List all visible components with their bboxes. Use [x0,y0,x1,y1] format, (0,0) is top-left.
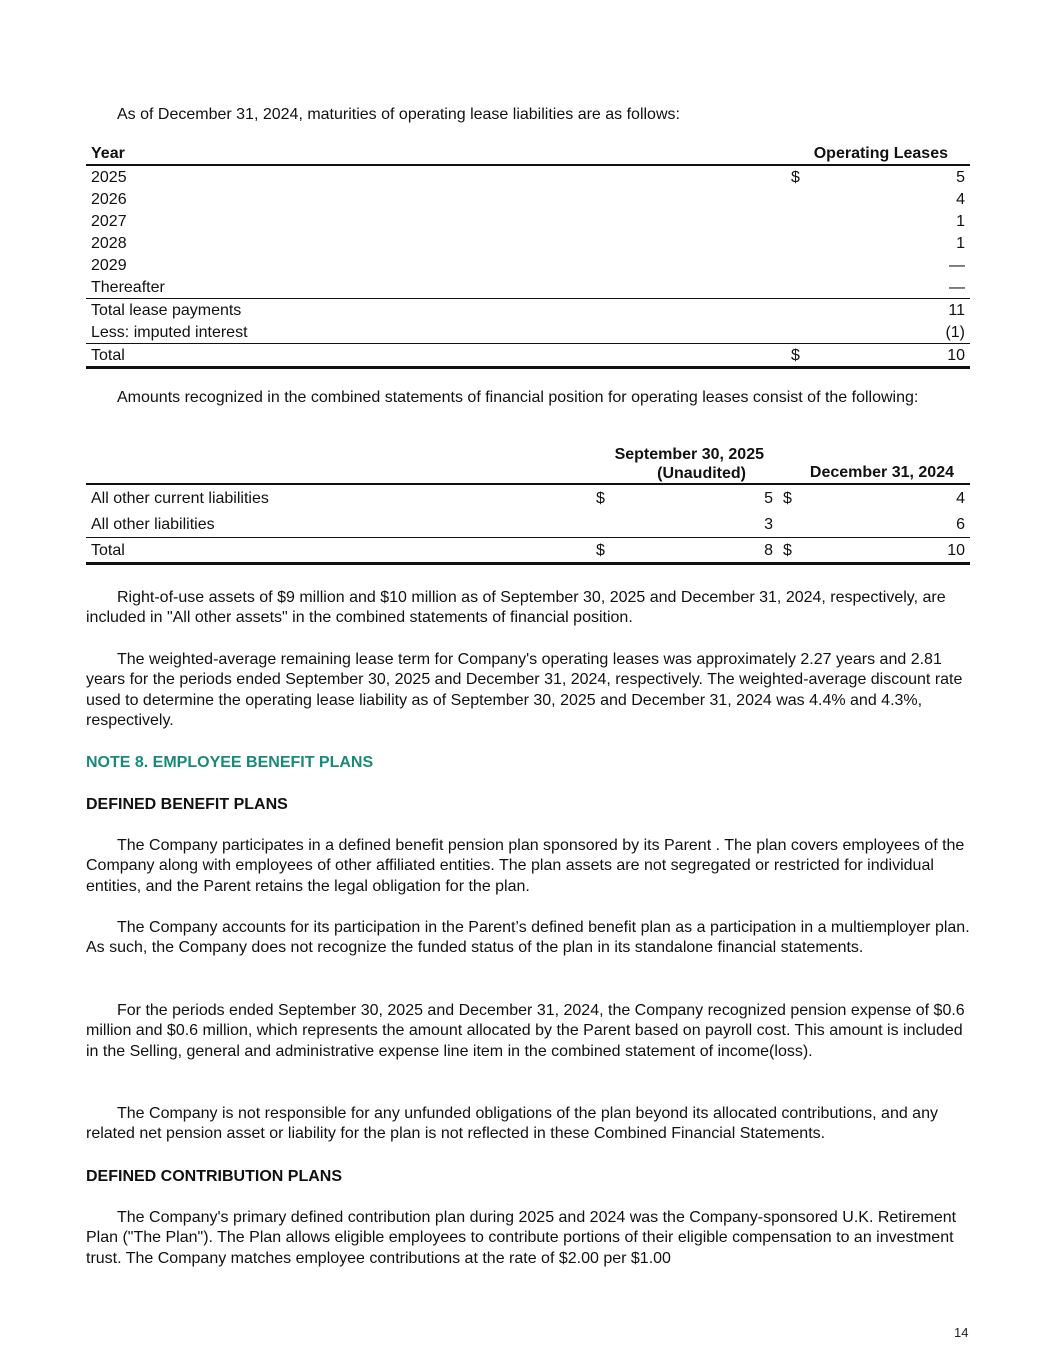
table-row: All other current liabilities $ 5 $ 4 [86,484,970,511]
dec-2024-header: December 31, 2024 [809,464,954,481]
maturities-table [86,142,970,369]
lease-term-paragraph: The weighted-average remaining lease term for Company's operating leases was approximately 2.27 years and 2.81 years for the periods ended September 30, 2025 and December 31, 2024, respectively. The weighted-average discount rate used to determine the operating lease liability as of September 30, 2025 and December 31, 2024 was 4.4% and 4.3%, respectively. [86,651,963,730]
table-header-row [86,445,970,484]
operating-leases-header: Operating Leases [813,144,948,162]
db-paragraph-1: The Company participates in a defined benefit pension plan sponsored by its Parent . The plan covers employees of the Company along with employees of other affiliated entities. The plan assets are not segregated or restricted for individual entities, and the Parent retains the legal obligation for the plan. [86,837,965,895]
defined-contribution-heading: DEFINED CONTRIBUTION PLANS [86,1168,342,1185]
defined-benefit-heading: DEFINED BENEFIT PLANS [86,796,288,813]
maturities-intro: As of December 31, 2024, maturities of operating lease liabilities are as follows: [117,106,680,123]
table-row: Less: imputed interest (1) [91,323,965,341]
table-row-subtotal: Total lease payments 11 [86,299,970,322]
year-header: Year [91,144,125,162]
dc-paragraph-1: The Company's primary defined contribution plan during 2025 and 2024 was the Company-sponsored U.K. Retirement Plan ("The Plan"). The Plan allows eligible employees to contribute portions of their eligible compensation to an investment trust. The Company matches employee contributions at the rate of $2.00 per $1.00 [86,1209,957,1267]
sep-2025-header: September 30, 2025 (Unaudited) [614,446,764,482]
table-row-total: Total $ 8 $ 10 [86,538,970,564]
table-row: Thereafter — [91,278,965,296]
financial-position-table [86,445,970,565]
table-row: 2025 $ 5 [86,165,970,188]
db-paragraph-2: The Company accounts for its participation in the Parent’s defined benefit plan as a participation in a multiemployer plan. As such, the Company does not recognize the funded status of the plan in its standalone financial statements. [86,919,970,957]
db-paragraph-3: For the periods ended September 30, 2025 and December 31, 2024, the Company recognized pension expense of $0.6 million and $0.6 million, which represents the amount allocated by the Parent based on payroll cost. This amount is included in the Selling, general and administrative expense line item in the combined statement of income(loss). [86,1002,965,1060]
page-number: 14 [954,1325,969,1340]
table-row: All other liabilities 3 6 [91,515,965,533]
table-row: 2028 1 [91,234,965,252]
position-intro: Amounts recognized in the combined statements of financial position for operating leases consist of the following: [117,389,919,406]
table-row: 2029 — [91,256,965,274]
table-header-row [86,142,970,165]
table-row-total: Total $ 10 [86,344,970,368]
table-row: 2026 4 [91,190,965,208]
rou-assets-paragraph: Right-of-use assets of $9 million and $10 million as of September 30, 2025 and December 31, 2024, respectively, are included in "All other assets" in the combined statements of financial position. [86,589,946,627]
note-8-heading: NOTE 8. EMPLOYEE BENEFIT PLANS [86,754,374,771]
table-row: 2027 1 [91,212,965,230]
db-paragraph-4: The Company is not responsible for any unfunded obligations of the plan beyond its allocated contributions, and any related net pension asset or liability for the plan is not reflected in these Combined Financial Statements. [86,1105,938,1143]
